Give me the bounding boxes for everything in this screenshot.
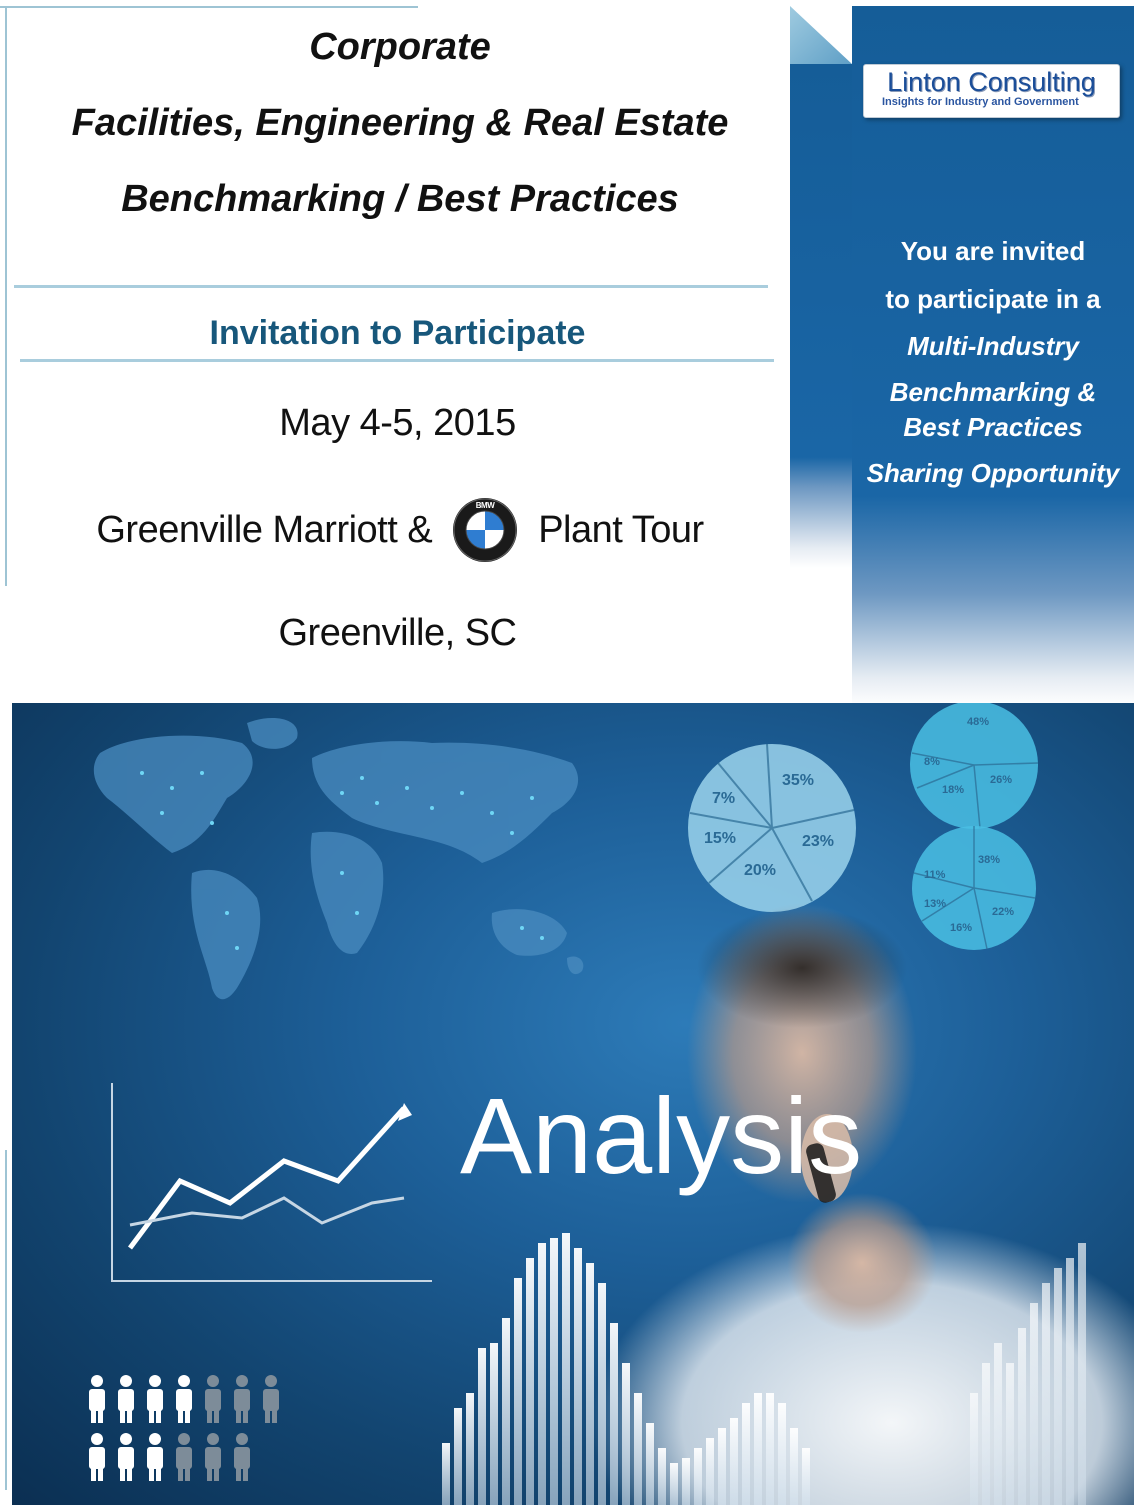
headline-line-1: Corporate xyxy=(309,26,491,68)
pie3-label-16: 16% xyxy=(950,922,973,934)
world-map xyxy=(94,718,584,999)
headline-line-2: Facilities, Engineering & Real Estate xyxy=(71,102,729,144)
analysis-word: Analysis xyxy=(460,1075,863,1196)
pie2-label-26: 26% xyxy=(990,774,1013,786)
analysis-photo xyxy=(12,703,1134,1505)
divider-top xyxy=(14,285,768,288)
pie-chart-1 xyxy=(688,744,856,912)
pie1-label-35: 35% xyxy=(782,772,815,789)
sidebar-line-5: Best Practices xyxy=(903,412,1083,442)
venue-hotel: Greenville Marriott & xyxy=(96,508,433,551)
logo-tagline: Insights for Industry and Government xyxy=(882,96,1079,108)
frame-left-line-lower xyxy=(5,1150,7,1490)
venue-line xyxy=(0,500,800,560)
pie3-label-38: 38% xyxy=(978,854,1001,866)
sidebar-line-6: Sharing Opportunity xyxy=(866,458,1120,488)
pie-chart-3 xyxy=(912,826,1036,950)
pie2-label-8: 8% xyxy=(924,756,940,768)
event-location: Greenville, SC xyxy=(278,612,517,654)
logo-name: Linton Consulting xyxy=(887,67,1096,97)
event-date: May 4-5, 2015 xyxy=(279,402,516,444)
pie3-label-11: 11% xyxy=(924,869,946,881)
pie3-label-13: 13% xyxy=(924,898,947,910)
pie1-label-23: 23% xyxy=(802,833,835,850)
sidebar-line-3: Multi-Industry xyxy=(907,331,1079,361)
page-fold-icon xyxy=(790,6,852,706)
pie1-label-15: 15% xyxy=(704,830,737,847)
bmw-logo-icon xyxy=(452,497,518,563)
pie1-label-20: 20% xyxy=(744,862,777,879)
people-icons xyxy=(89,1375,279,1481)
linton-consulting-logo xyxy=(863,64,1120,118)
panel-fold-area xyxy=(790,6,852,706)
headline-line-3: Benchmarking / Best Practices xyxy=(121,178,679,220)
pie2-label-48: 48% xyxy=(967,716,990,728)
pie1-label-7: 7% xyxy=(712,790,736,807)
sidebar-line-1: You are invited xyxy=(900,236,1086,266)
pie2-label-18: 18% xyxy=(942,784,965,796)
pie3-label-22: 22% xyxy=(992,906,1015,918)
divider-bottom xyxy=(20,359,774,362)
bmw-logo-text: BMW xyxy=(475,501,495,510)
analysis-illustration xyxy=(12,703,1134,1505)
line-graph xyxy=(112,1083,432,1281)
venue-plant-tour: Plant Tour xyxy=(538,508,704,551)
person-figure xyxy=(592,903,1134,1505)
frame-top-line xyxy=(0,6,418,8)
invitation-title: Invitation to Participate xyxy=(209,314,586,352)
pie-chart-2 xyxy=(910,703,1038,829)
sidebar-line-4: Benchmarking & xyxy=(889,377,1097,407)
frame-left-line xyxy=(5,6,7,586)
sidebar-line-2: to participate in a xyxy=(885,284,1101,314)
